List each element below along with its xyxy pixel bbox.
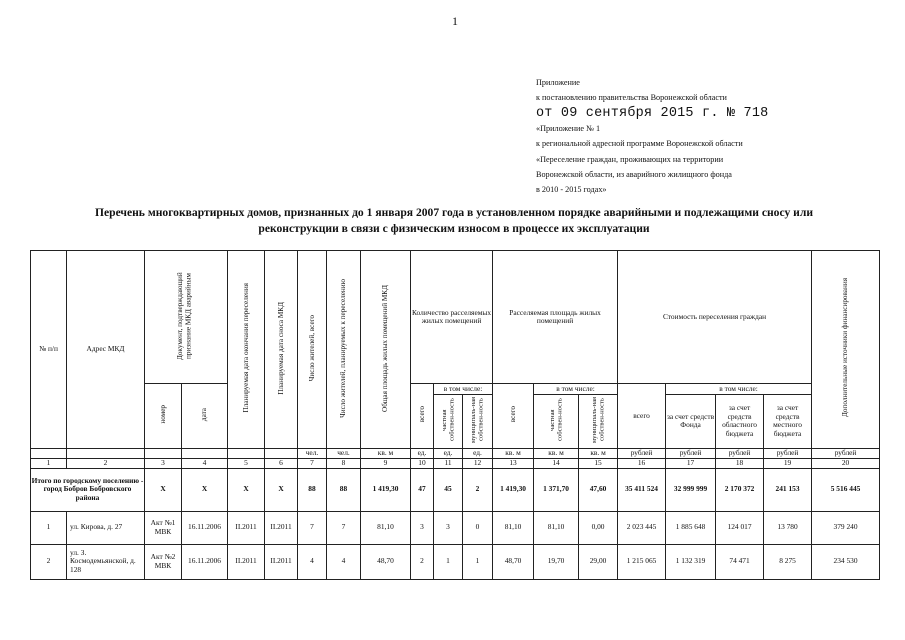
table-cell: 8 275 [764,544,812,579]
col-header-num: № п/п [31,251,67,449]
total-row [31,468,880,511]
table-cell: 1 [31,511,67,544]
unit-cell: ед. [463,448,493,458]
table-cell: 1 419,30 [493,468,534,511]
unit-cell: кв. м [534,448,579,458]
table-cell: X [145,468,182,511]
table-cell: 48,70 [493,544,534,579]
table-cell: 3 [411,511,434,544]
col-header-count-private: частная собствен-ность [434,395,463,449]
table-cell: 47 [411,468,434,511]
table-cell: 5 516 445 [812,468,880,511]
col-number: 7 [298,458,327,468]
document-title [40,205,868,237]
table-cell: 0,00 [579,511,618,544]
col-header-planned-demolition: Планируемая дата сноса МКД [265,251,298,449]
appendix-line: к постановлению правительства Воронежской области [536,93,727,103]
unit-cell: рублей [716,448,764,458]
col-header-document: Документ, подтверждающий признание МКД аварийным [145,251,228,384]
table-cell: 2 [31,544,67,579]
table-cell: 7 [327,511,361,544]
table-cell: Акт №1 МВК [145,511,182,544]
appendix-block [536,75,836,198]
table-cell: II.2011 [228,511,265,544]
col-number: 9 [361,458,411,468]
appendix-line: к региональной адресной программе Воронежской области [536,139,743,149]
table-cell: 7 [298,511,327,544]
table-cell: 16.11.2006 [182,544,228,579]
col-number: 16 [618,458,666,468]
unit-cell: ед. [411,448,434,458]
table-cell: II.2011 [228,544,265,579]
title-line: Перечень многоквартирных домов, признанных до 1 января 2007 года в установленном порядке аварийными и подлежащими сносу или [94,206,814,219]
col-header-area-municipal: муниципаль-ная собствен-ность [579,395,618,449]
appendix-line: «Переселение граждан, проживающих на территории [536,154,724,164]
col-header-cost-all: всего [618,384,666,449]
unit-cell: рублей [666,448,716,458]
table-row [31,511,880,544]
table-cell: 16.11.2006 [182,511,228,544]
table-cell: 13 780 [764,511,812,544]
table-cell: 45 [434,468,463,511]
table-cell: 234 530 [812,544,880,579]
table-cell: 4 [298,544,327,579]
table-cell: Акт №2 МВК [145,544,182,579]
table-cell: 1 132 319 [666,544,716,579]
table-row [31,544,880,579]
table-cell: 0 [463,511,493,544]
col-header-area-private: частная собствен-ность [534,395,579,449]
table-cell: 241 153 [764,468,812,511]
col-header-residents-planned: Число жителей, планируемых к переселению [327,251,361,449]
col-number: 6 [265,458,298,468]
appendix-line: «Приложение № 1 [536,123,601,133]
table-cell: 48,70 [361,544,411,579]
table-cell: 124 017 [716,511,764,544]
table-cell: 35 411 524 [618,468,666,511]
table-cell: X [228,468,265,511]
column-numbers-row [31,458,880,468]
unit-cell: чел. [327,448,361,458]
unit-cell: ед. [434,448,463,458]
table-cell: X [265,468,298,511]
col-number: 19 [764,458,812,468]
col-number: 5 [228,458,265,468]
unit-cell: рублей [812,448,880,458]
page-number: 1 [452,14,458,28]
table-cell: 88 [327,468,361,511]
table-cell: 29,00 [579,544,618,579]
address-cell: ул. З. Космодемьянской, д. 128 [67,544,145,579]
col-header-fund: за счет средств Фонда [666,395,716,449]
col-number: 12 [463,458,493,468]
total-label: Итого по городскому поселению - город Бобров Бобровского района [31,468,145,511]
table-cell: 81,10 [361,511,411,544]
table-cell: 1 215 065 [618,544,666,579]
col-header-regional: за счет средств областного бюджета [716,395,764,449]
col-header-address: Адрес МКД [67,251,145,449]
table-cell: 32 999 999 [666,468,716,511]
table-cell: 81,10 [493,511,534,544]
table-cell: 74 471 [716,544,764,579]
col-header-count-municipal: муниципаль-ная собствен-ность [463,395,493,449]
units-row [31,448,880,458]
unit-cell: рублей [764,448,812,458]
col-header-total-area: Общая площадь жилых помещений МКД [361,251,411,449]
col-header-incl: в том числе: [666,384,812,395]
col-number: 8 [327,458,361,468]
table-cell: 1 [463,544,493,579]
col-header-area-group: Расселяемая площадь жилых помещений [493,251,618,384]
table-cell: 2 023 445 [618,511,666,544]
col-number: 10 [411,458,434,468]
table-cell: 3 [434,511,463,544]
col-number: 11 [434,458,463,468]
table-cell: II.2011 [265,544,298,579]
title-line: реконструкции в связи с физическим износом в процессе их эксплуатации [258,222,650,235]
appendix-line: в 2010 - 2015 годах» [536,185,607,195]
col-number: 17 [666,458,716,468]
col-number: 20 [812,458,880,468]
col-header-local: за счет средств местного бюджета [764,395,812,449]
table-cell: 1 [434,544,463,579]
table-cell: 2 [411,544,434,579]
header-row [31,251,880,384]
table-cell: 2 170 372 [716,468,764,511]
address-cell: ул. Кирова, д. 27 [67,511,145,544]
appendix-line: Приложение [536,78,580,87]
col-header-additional: Дополнительные источники финансирования [812,251,880,449]
appendix-line: Воронежской области, из аварийного жилищного фонда [536,170,732,180]
table-cell: 4 [327,544,361,579]
col-number: 18 [716,458,764,468]
houses-table [30,250,880,580]
col-header-residents-total: Число жителей, всего [298,251,327,449]
col-header-doc-date: дата [182,384,228,449]
col-header-count-all: всего [411,384,434,449]
col-number: 14 [534,458,579,468]
table-cell: 47,60 [579,468,618,511]
col-header-cost-group: Стоимость переселения граждан [618,251,812,384]
table-cell: 2 [463,468,493,511]
unit-cell: кв. м [493,448,534,458]
header-row [31,384,880,395]
col-header-incl: в том числе: [534,384,618,395]
col-number: 4 [182,458,228,468]
col-number: 1 [31,458,67,468]
unit-cell: рублей [618,448,666,458]
unit-cell: кв. м [361,448,411,458]
col-number: 2 [67,458,145,468]
unit-cell: кв. м [579,448,618,458]
table-cell: 81,10 [534,511,579,544]
decree-date: от 09 сентября 2015 г. № 718 [536,105,769,121]
col-number: 13 [493,458,534,468]
table-cell: II.2011 [265,511,298,544]
col-header-area-all: всего [493,384,534,449]
col-header-incl: в том числе: [434,384,493,395]
col-header-doc-number: номер [145,384,182,449]
table-cell: 379 240 [812,511,880,544]
unit-cell: чел. [298,448,327,458]
table-cell: 1 885 648 [666,511,716,544]
table-cell: X [182,468,228,511]
table-cell: 88 [298,468,327,511]
table-cell: 19,70 [534,544,579,579]
col-number: 3 [145,458,182,468]
table-cell: 1 371,70 [534,468,579,511]
col-header-planned-end: Планируемая дата окончания переселения [228,251,265,449]
table-cell: 1 419,30 [361,468,411,511]
col-header-count-group: Количество расселяемых жилых помещений [411,251,493,384]
col-number: 15 [579,458,618,468]
